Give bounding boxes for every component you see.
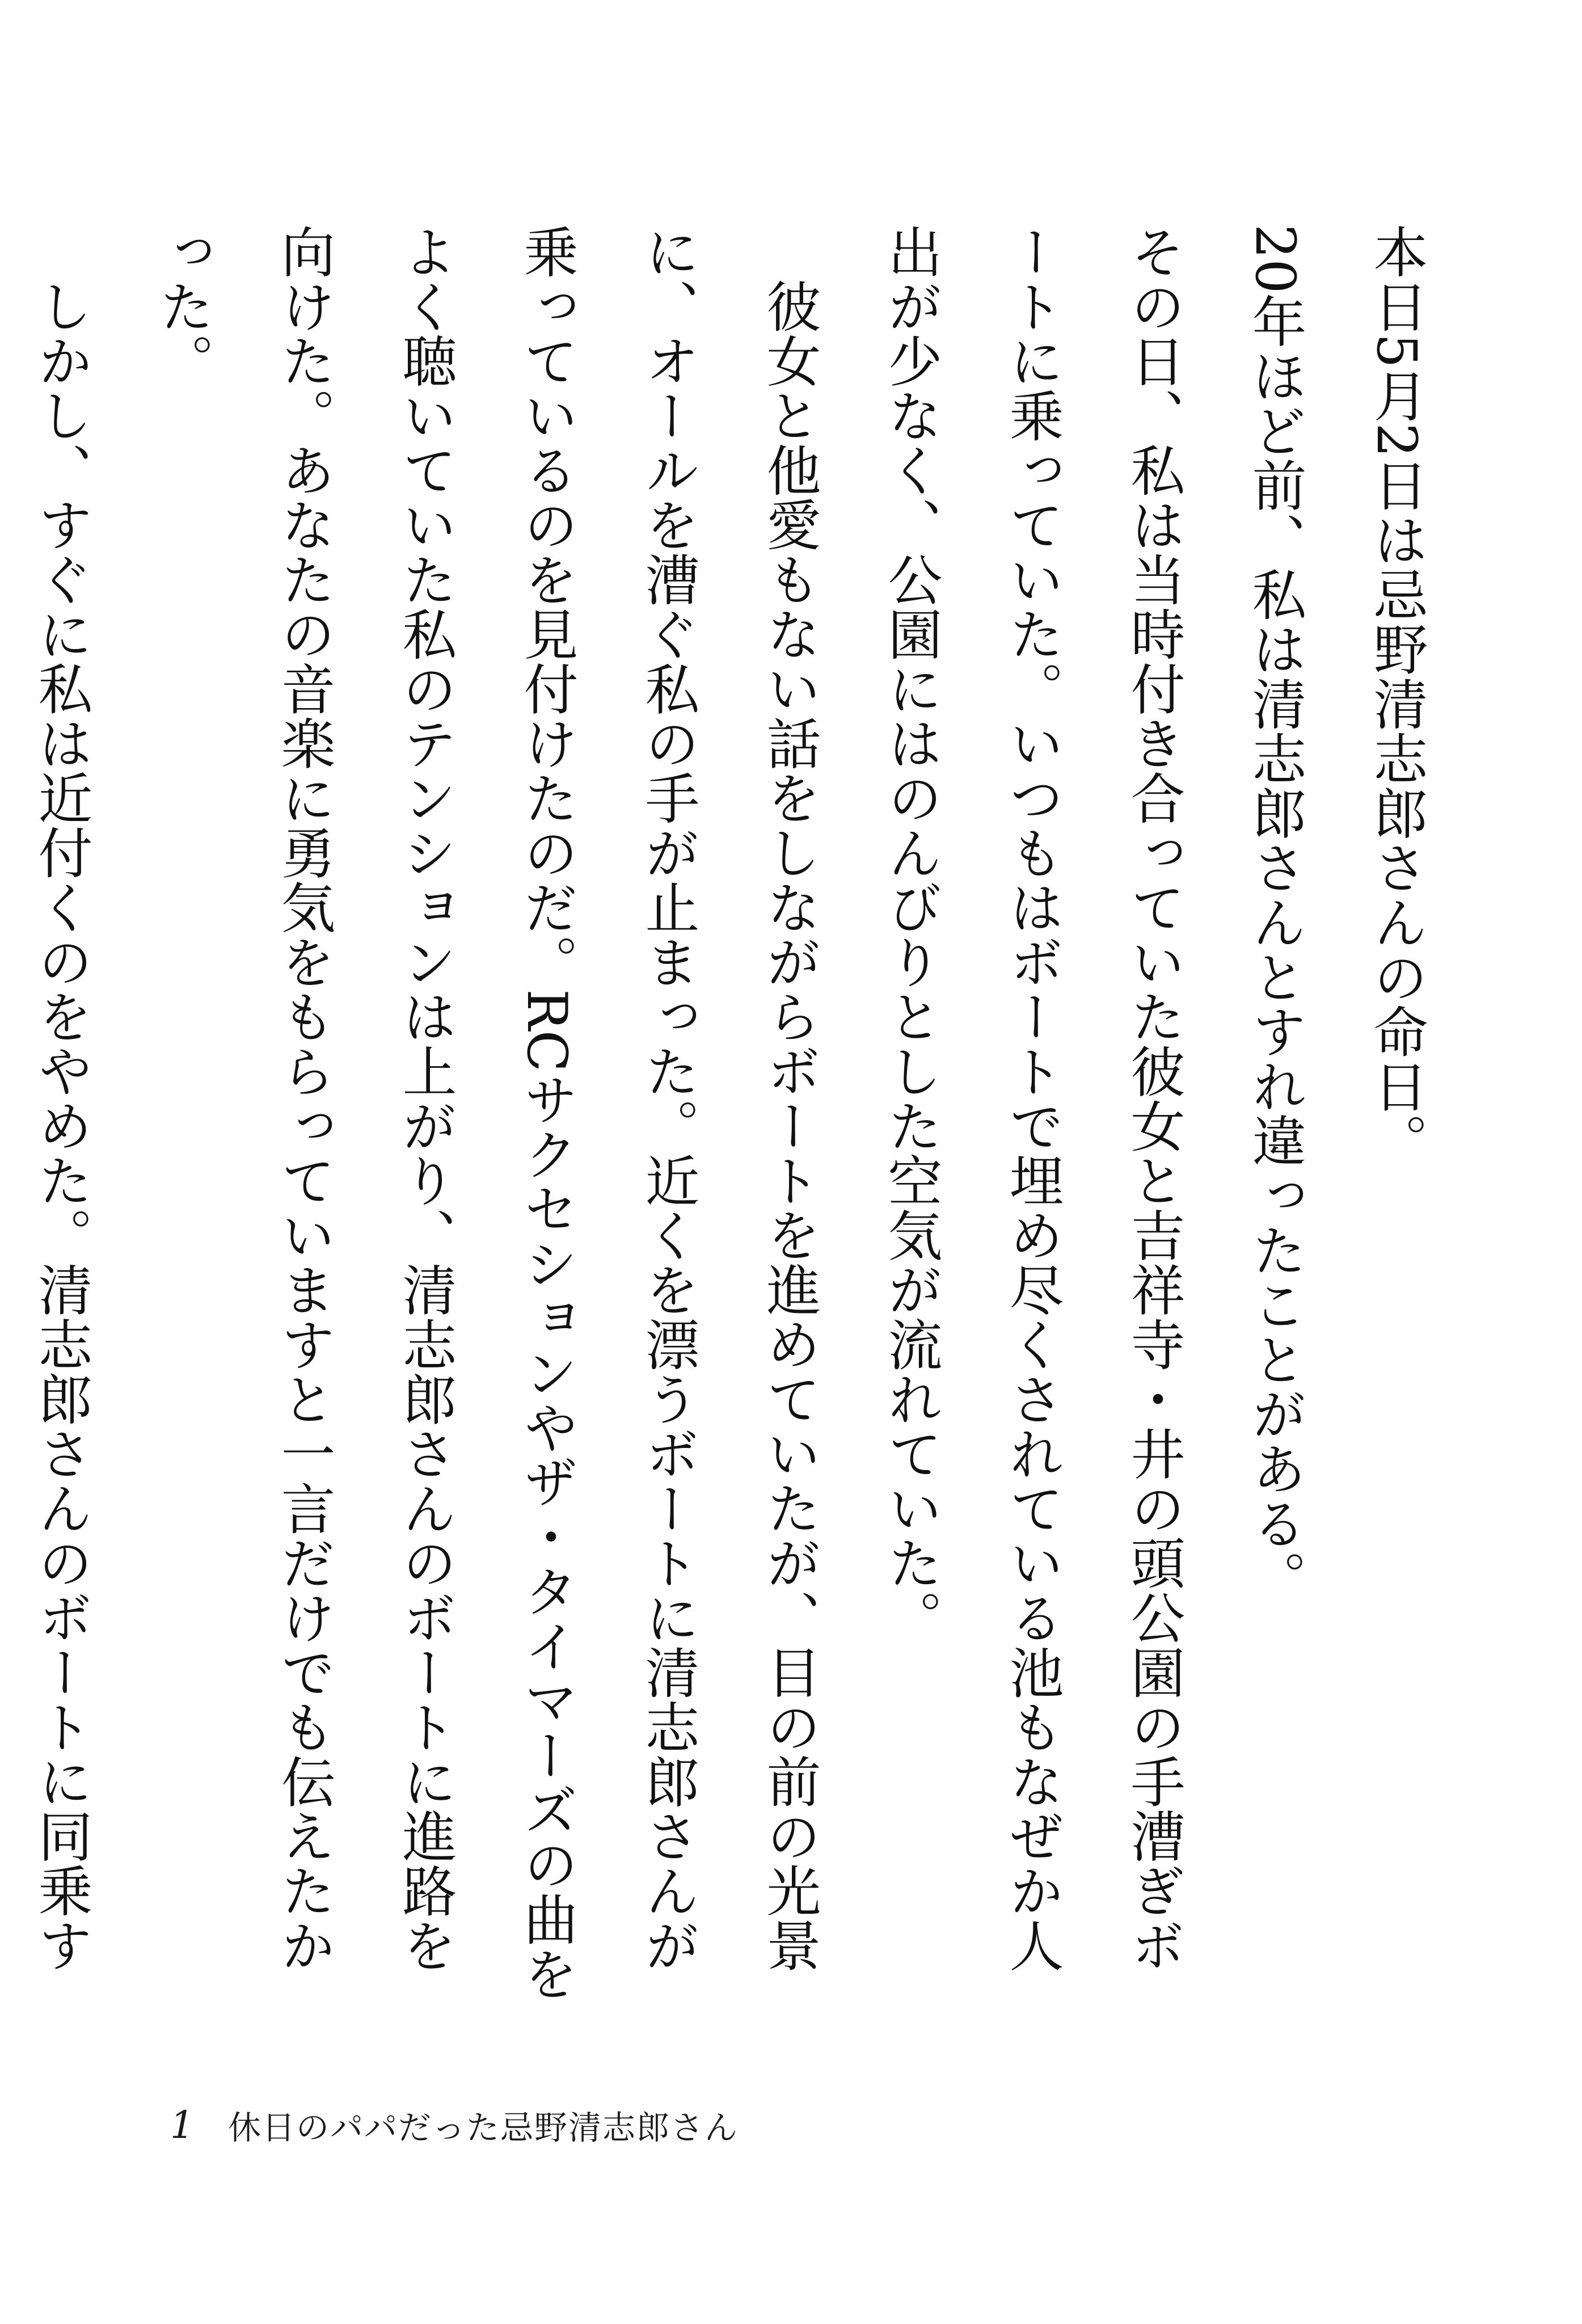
paragraph-3: その日、私は当時付き合っていた彼女と吉祥寺・井の頭公園の手漕ぎボートに乗っていた。いつもはボートで埋め尽くされている池もなぜか人出が少なく、公園にはのんびりとした空気が流れていた。 bbox=[879, 224, 1186, 1973]
paragraph-2: 20年ほど前、私は清志郎さんとすれ違ったことがある。 bbox=[1243, 224, 1307, 1605]
paragraph-4: 彼女と他愛もない話をしながらボートを進めていたが、目の前の光景に、オールを漕ぐ私の手が止まった。近くを漂うボートに清志郎さんが乗っているのを見付けたのだ。RCサクセションやザ・タイマーズの曲をよく聴いていた私のテンションは上がり、清志郎さんのボートに進路を向けた。あなたの音楽に勇気をもらっていますと一言だけでも伝えたかった。 bbox=[151, 224, 821, 2001]
running-title: 休日のパパだった忌野清志郎さん bbox=[228, 2108, 739, 2147]
paragraph-1: 本日5月2日は忌野清志郎さんの命日。 bbox=[1365, 224, 1428, 1168]
paragraph-5: しかし、すぐに私は近付くのをやめた。清志郎さんのボートに同乗す bbox=[29, 279, 93, 1973]
page-footer bbox=[170, 2099, 739, 2150]
vertical-body-text bbox=[29, 224, 1457, 2023]
page-number: 1 bbox=[170, 2103, 194, 2147]
